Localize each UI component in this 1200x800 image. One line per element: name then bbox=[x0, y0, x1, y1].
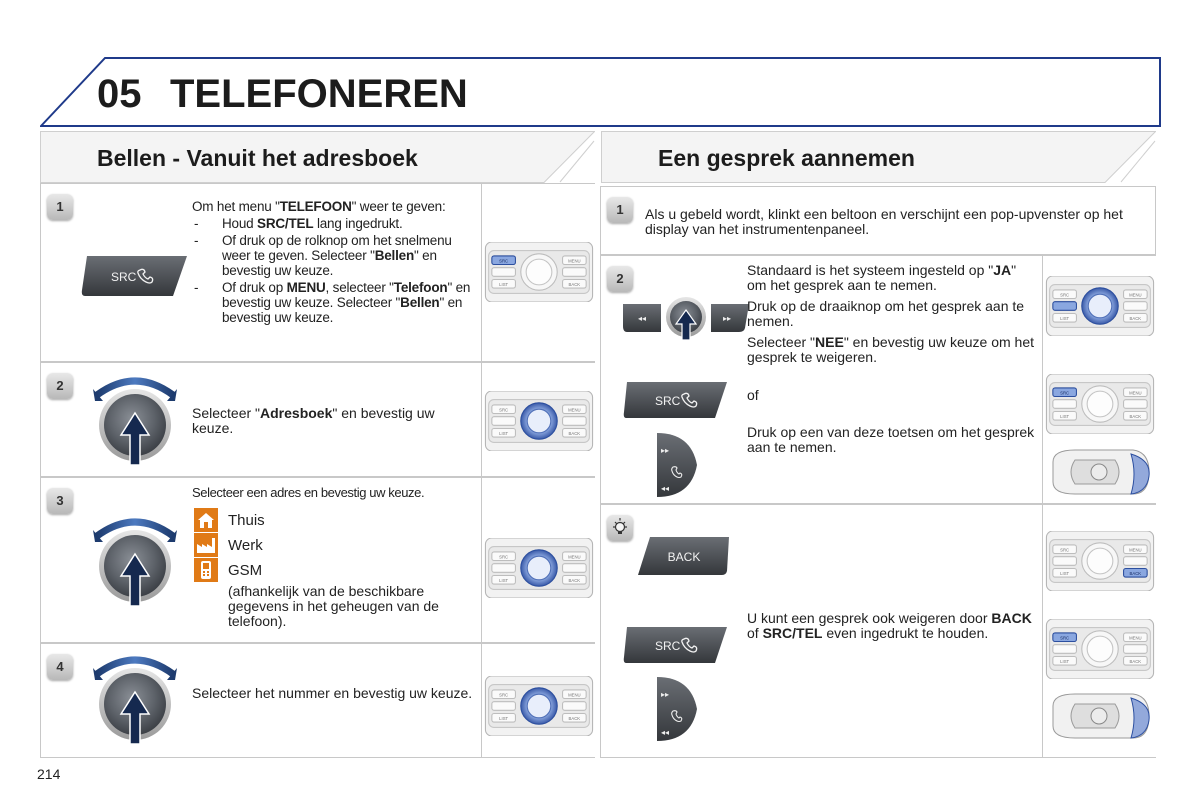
radio-panel-icon bbox=[1045, 276, 1155, 336]
svg-text:SRC: SRC bbox=[655, 639, 681, 653]
rotary-knob-icon bbox=[93, 514, 178, 609]
chapter-number: 05 bbox=[97, 72, 142, 116]
left-step-4 bbox=[40, 643, 595, 758]
rotary-knob-icon bbox=[93, 373, 178, 468]
thumbnail-cell bbox=[481, 363, 595, 476]
left-section-title: Bellen - Vanuit het adresboek bbox=[97, 145, 418, 171]
src-tel-button-icon bbox=[623, 380, 729, 420]
radio-panel-icon bbox=[1045, 531, 1155, 591]
right-step-1 bbox=[600, 186, 1156, 255]
svg-text:▸▸: ▸▸ bbox=[661, 446, 670, 455]
right-section-header bbox=[601, 131, 1156, 183]
svg-text:SRC: SRC bbox=[1060, 635, 1070, 641]
step-text: Standaard is het systeem ingesteld op "JA" om het gesprek aan te nemen. Druk op de draaiknop om het gesprek aan te nemen. Selecteer "NEE" en bevestig uw keuze om het gesprek te weigeren. bbox=[747, 262, 1035, 365]
destination-mobile bbox=[194, 558, 262, 582]
thumbnail-cell bbox=[481, 184, 595, 361]
tip-badge bbox=[607, 515, 633, 541]
svg-text:▸▸: ▸▸ bbox=[661, 690, 670, 699]
right-section-title: Een gesprek aannemen bbox=[658, 145, 915, 171]
src-tel-button-icon bbox=[623, 625, 729, 665]
svg-text:◂◂: ◂◂ bbox=[661, 728, 670, 737]
step-note: (afhankelijk van de beschikbare gegevens in het geheugen van de telefoon). bbox=[228, 583, 439, 629]
destination-home-label: Thuis bbox=[228, 511, 265, 529]
destination-mobile-label: GSM bbox=[228, 561, 263, 579]
svg-text:BACK: BACK bbox=[667, 550, 701, 564]
step-badge: 2 bbox=[607, 266, 633, 292]
thumbnail-cell bbox=[1042, 256, 1156, 503]
right-step-3 bbox=[600, 504, 1156, 758]
steering-stalk-icon bbox=[1045, 688, 1155, 744]
steering-stalk-icon bbox=[1045, 444, 1155, 500]
step-text: Selecteer het nummer en bevestig uw keuze. bbox=[192, 685, 473, 701]
page-number: 214 bbox=[37, 766, 61, 782]
mobile-phone-icon bbox=[194, 558, 218, 582]
svg-text:BACK: BACK bbox=[1129, 570, 1142, 576]
step-text: U kunt een gesprek ook weigeren door BACK of SRC/TEL even ingedrukt te houden. bbox=[747, 610, 1032, 641]
steering-wheel-buttons-icon bbox=[651, 675, 701, 743]
back-button-icon bbox=[636, 535, 731, 577]
svg-text:◂◂: ◂◂ bbox=[638, 314, 647, 323]
home-icon bbox=[194, 508, 218, 532]
destination-home bbox=[194, 508, 265, 532]
radio-panel-icon bbox=[484, 538, 594, 598]
step-badge: 4 bbox=[47, 654, 73, 680]
svg-text:▸▸: ▸▸ bbox=[723, 314, 732, 323]
radio-panel-icon bbox=[484, 242, 594, 302]
steering-wheel-buttons-icon bbox=[651, 431, 701, 499]
factory-icon bbox=[194, 533, 218, 557]
step-badge: 1 bbox=[47, 194, 73, 220]
left-step-3 bbox=[40, 477, 595, 643]
left-section-header bbox=[40, 131, 595, 183]
rotary-knob-icon bbox=[93, 652, 178, 747]
left-step-1 bbox=[40, 183, 595, 362]
svg-text:SRC: SRC bbox=[499, 258, 509, 264]
step-text: Selecteer "Adresboek" en bevestig uw keuze. bbox=[192, 405, 435, 436]
svg-text:SRC: SRC bbox=[1060, 390, 1070, 396]
lightbulb-icon bbox=[607, 515, 633, 541]
step-badge: 3 bbox=[47, 488, 73, 514]
radio-panel-icon bbox=[484, 676, 594, 736]
radio-panel-icon bbox=[1045, 619, 1155, 679]
svg-text:SRC: SRC bbox=[111, 270, 137, 284]
step-text: Om het menu "TELEFOON" weer te geven: - Houd SRC/TEL lang ingedrukt. - Of druk op de rolknop om het snelmenu weer te geven. Selecteer "Bellen" en bevestig uw keuze. - Of druk op MENU, selecteer "Telefoon" en bevestig uw keuze. Selecteer "Bellen" en bevestig uw keuze. bbox=[192, 199, 477, 325]
left-step-2 bbox=[40, 362, 595, 477]
src-tel-button-icon bbox=[81, 254, 191, 298]
step-badge: 2 bbox=[47, 373, 73, 399]
chapter-title: TELEFONEREN bbox=[170, 72, 468, 116]
thumbnail-cell bbox=[481, 478, 595, 642]
destination-work-label: Werk bbox=[228, 536, 263, 554]
step-text: Druk op een van deze toetsen om het gesprek aan te nemen. bbox=[747, 424, 1035, 455]
thumbnail-cell bbox=[1042, 505, 1156, 757]
svg-text:◂◂: ◂◂ bbox=[661, 484, 670, 493]
steering-knob-buttons-icon bbox=[621, 292, 751, 342]
radio-panel-icon bbox=[484, 391, 594, 451]
radio-panel-icon bbox=[1045, 374, 1155, 434]
svg-text:SRC: SRC bbox=[655, 394, 681, 408]
destination-work bbox=[194, 533, 263, 557]
step-badge: 1 bbox=[607, 197, 633, 223]
step-text-or: of bbox=[747, 387, 759, 403]
step-text: Selecteer een adres en bevestig uw keuze. bbox=[192, 485, 425, 500]
step-text: Als u gebeld wordt, klinkt een beltoon en verschijnt een pop-upvenster op het display van het instrumentenpaneel. bbox=[645, 206, 1123, 237]
thumbnail-cell bbox=[481, 644, 595, 757]
right-step-2 bbox=[600, 255, 1156, 504]
